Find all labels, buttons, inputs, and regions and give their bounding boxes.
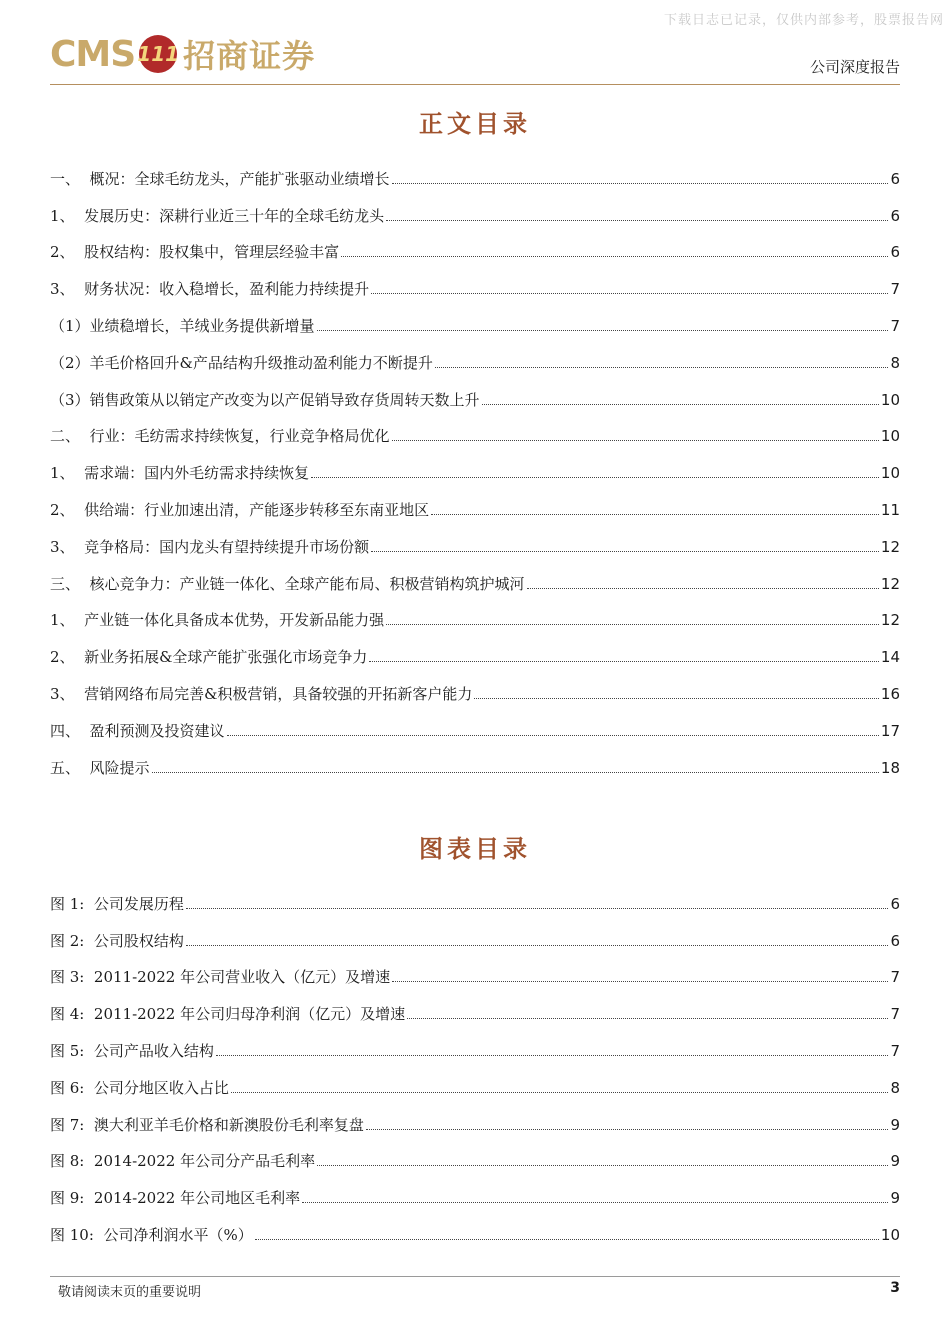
toc-entry[interactable] <box>50 667 900 704</box>
toc-entry-page: 8 <box>890 353 900 372</box>
logo-badge-icon: 111 <box>139 35 177 73</box>
dot-leader <box>431 514 879 515</box>
toc-entry-page: 10 <box>880 427 900 446</box>
figure-entry-page: 6 <box>890 931 900 950</box>
toc-entry[interactable] <box>50 446 900 483</box>
dot-leader <box>386 624 879 625</box>
figure-entry[interactable] <box>50 1135 900 1172</box>
figure-entry[interactable] <box>50 1098 900 1135</box>
toc-entry[interactable] <box>50 189 900 226</box>
toc-title: 正文目录 <box>419 109 531 138</box>
toc-entry-page: 7 <box>890 316 900 335</box>
dot-leader <box>317 330 889 331</box>
dot-leader <box>386 220 888 221</box>
toc-entry-label: 3、 竞争格局：国内龙头有望持续提升市场份额 <box>50 537 370 556</box>
figure-entry-page: 8 <box>890 1078 900 1097</box>
figure-entry[interactable] <box>50 1208 900 1245</box>
dot-leader <box>317 1165 888 1166</box>
toc-entry-label: 2、 供给端：行业加速出清，产能逐步转移至东南亚地区 <box>50 500 430 519</box>
watermark-text: 下载日志已记录，仅供内部参考，股票报告网 <box>663 13 944 28</box>
dot-leader <box>527 588 879 589</box>
dot-leader <box>186 908 889 909</box>
figure-entry-page: 10 <box>880 1225 900 1244</box>
toc-entry-page: 7 <box>890 280 900 299</box>
toc-entry-page: 12 <box>880 611 900 630</box>
figure-entry-label: 图 6: 公司分地区收入占比 <box>50 1078 229 1097</box>
toc-entry-page: 6 <box>890 169 900 188</box>
figure-entry[interactable] <box>50 914 900 951</box>
dot-leader <box>435 367 889 368</box>
footer-divider <box>50 1276 900 1277</box>
toc-entry-label: 四、 盈利预测及投资建议 <box>50 721 225 740</box>
toc-entry-page: 6 <box>890 243 900 262</box>
figure-entry-label: 图 4: 2011-2022 年公司归母净利润（亿元）及增速 <box>50 1005 406 1024</box>
figure-entry-page: 7 <box>890 1005 900 1024</box>
figure-entry-page: 7 <box>890 1041 900 1060</box>
dot-leader <box>392 440 879 441</box>
toc-entry-page: 14 <box>880 648 900 667</box>
toc-entry-label: 2、 新业务拓展&全球产能扩张强化市场竞争力 <box>50 648 368 667</box>
toc-entry[interactable] <box>50 704 900 741</box>
dot-leader <box>216 1055 889 1056</box>
report-type-label: 公司深度报告 <box>809 58 900 76</box>
toc-entry[interactable] <box>50 410 900 447</box>
figure-entry[interactable] <box>50 1171 900 1208</box>
toc-entry-label: 二、 行业：毛纺需求持续恢复，行业竞争格局优化 <box>50 427 390 446</box>
toc-entry-page: 10 <box>880 464 900 483</box>
toc-entry-page: 12 <box>880 537 900 556</box>
toc-entry[interactable] <box>50 336 900 373</box>
figure-entry-label: 图 9: 2014-2022 年公司地区毛利率 <box>50 1189 301 1208</box>
figure-entry-label: 图 8: 2014-2022 年公司分产品毛利率 <box>50 1152 316 1171</box>
toc-entry-page: 11 <box>880 500 900 519</box>
toc-entry-label: 1、 发展历史：深耕行业近三十年的全球毛纺龙头 <box>50 206 385 225</box>
dot-leader <box>227 735 879 736</box>
toc-entry[interactable] <box>50 594 900 631</box>
figure-entry[interactable] <box>50 987 900 1024</box>
toc-entry-page: 6 <box>890 206 900 225</box>
logo-chinese-name: 招商证券 <box>183 37 316 75</box>
figure-entry-page: 9 <box>890 1152 900 1171</box>
dot-leader <box>371 551 879 552</box>
logo-cms-text: CMS <box>50 33 136 75</box>
dot-leader <box>366 1129 889 1130</box>
toc-entry-label: 五、 风险提示 <box>50 758 150 777</box>
figure-entry[interactable] <box>50 951 900 988</box>
figure-entry-page: 9 <box>890 1115 900 1134</box>
figure-entry-page: 6 <box>890 894 900 913</box>
figure-entry-label: 图 5: 公司产品收入结构 <box>50 1041 214 1060</box>
toc-entry-label: 3、 财务状况：收入稳增长，盈利能力持续提升 <box>50 280 370 299</box>
toc-entry[interactable] <box>50 483 900 520</box>
toc-entry-label: 1、 需求端：国内外毛纺需求持续恢复 <box>50 464 310 483</box>
dot-leader <box>311 477 879 478</box>
dot-leader <box>369 661 878 662</box>
dot-leader <box>371 293 888 294</box>
dot-leader <box>186 945 889 946</box>
figure-entry-label: 图 10: 公司净利润水平（%） <box>50 1225 253 1244</box>
figure-entry-page: 9 <box>890 1189 900 1208</box>
toc-list <box>50 152 900 778</box>
toc-entry-label: 三、 核心竞争力：产业链一体化、全球产能布局、积极营销构筑护城河 <box>50 574 525 593</box>
dot-leader <box>231 1092 889 1093</box>
figures-title: 图表目录 <box>419 834 531 863</box>
dot-leader <box>474 698 878 699</box>
figure-entry[interactable] <box>50 877 900 914</box>
toc-entry-label: （1）业绩稳增长，羊绒业务提供新增量 <box>50 316 315 335</box>
toc-entry-label: （2）羊毛价格回升&产品结构升级推动盈利能力不断提升 <box>50 353 433 372</box>
dot-leader <box>255 1239 879 1240</box>
toc-entry-label: （3）销售政策从以销定产改变为以产促销导致存货周转天数上升 <box>50 390 480 409</box>
figure-entry-page: 7 <box>890 968 900 987</box>
toc-entry[interactable] <box>50 262 900 299</box>
dot-leader <box>392 981 888 982</box>
page-number: 3 <box>890 1280 900 1296</box>
figure-entry[interactable] <box>50 1024 900 1061</box>
toc-entry-label: 一、 概况：全球毛纺龙头，产能扩张驱动业绩增长 <box>50 169 390 188</box>
dot-leader <box>152 772 879 773</box>
figure-entry-label: 图 3: 2011-2022 年公司营业收入（亿元）及增速 <box>50 968 391 987</box>
toc-entry-label: 1、 产业链一体化具备成本优势，开发新品能力强 <box>50 611 385 630</box>
company-logo <box>50 32 315 76</box>
toc-entry[interactable] <box>50 299 900 336</box>
toc-entry-page: 17 <box>880 721 900 740</box>
dot-leader <box>341 256 888 257</box>
figure-entry-label: 图 7: 澳大利亚羊毛价格和新澳股份毛利率复盘 <box>50 1115 364 1134</box>
toc-entry-label: 3、 营销网络布局完善&积极营销，具备较强的开拓新客户能力 <box>50 684 473 703</box>
toc-entry[interactable] <box>50 373 900 410</box>
figure-entry[interactable] <box>50 1061 900 1098</box>
toc-entry[interactable] <box>50 520 900 557</box>
toc-entry[interactable] <box>50 152 900 189</box>
toc-entry-page: 12 <box>880 574 900 593</box>
figures-list <box>50 877 900 1245</box>
toc-entry[interactable] <box>50 226 900 263</box>
toc-entry[interactable] <box>50 741 900 778</box>
dot-leader <box>482 404 879 405</box>
figure-entry-label: 图 2: 公司股权结构 <box>50 931 184 950</box>
dot-leader <box>407 1018 888 1019</box>
toc-entry-page: 10 <box>880 390 900 409</box>
dot-leader <box>302 1202 888 1203</box>
toc-entry[interactable] <box>50 630 900 667</box>
footer-disclaimer: 敬请阅读末页的重要说明 <box>58 1285 202 1300</box>
figure-entry-label: 图 1: 公司发展历程 <box>50 894 184 913</box>
dot-leader <box>392 183 889 184</box>
toc-entry-label: 2、 股权结构：股权集中，管理层经验丰富 <box>50 243 340 262</box>
toc-entry-page: 16 <box>880 684 900 703</box>
toc-entry-page: 18 <box>880 758 900 777</box>
toc-entry[interactable] <box>50 557 900 594</box>
header-divider <box>50 84 900 85</box>
